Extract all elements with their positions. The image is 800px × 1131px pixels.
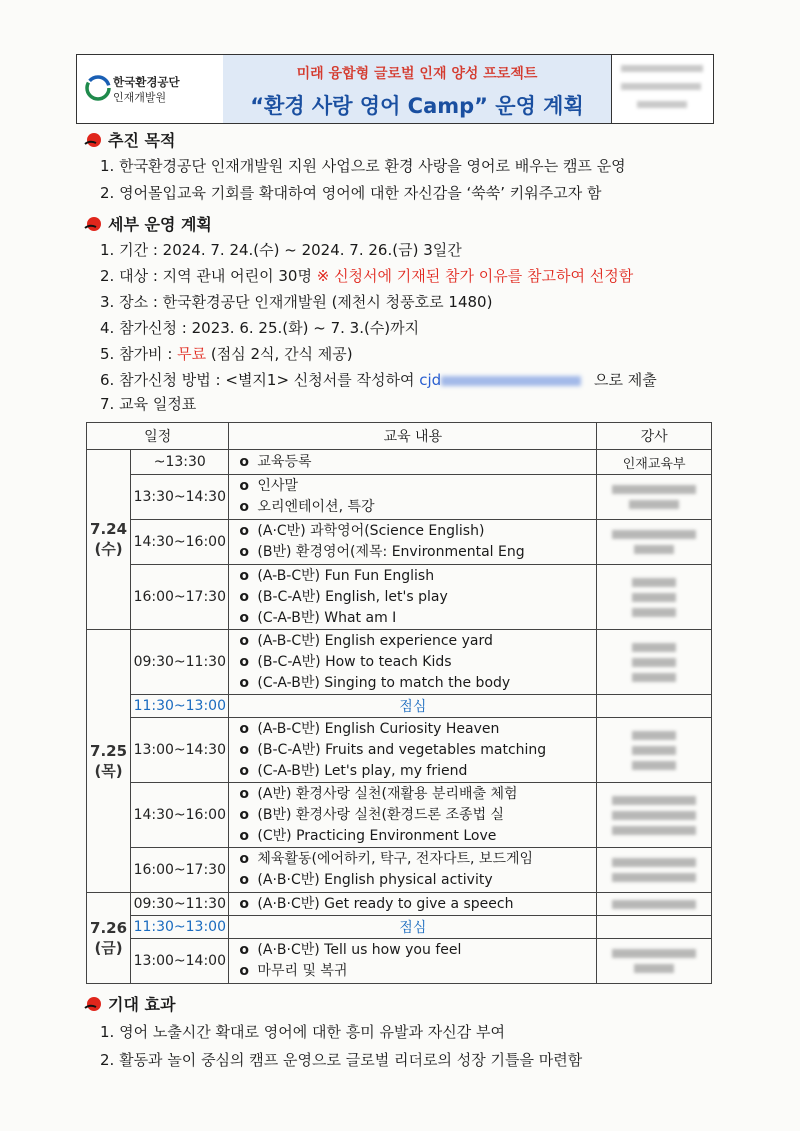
section-heading-effect: 기대 효과 bbox=[84, 992, 175, 1015]
time-cell: 11:30~13:00 bbox=[131, 916, 229, 939]
plan-fee: 5. 참가비 : 무료 (점심 2식, 간식 제공) bbox=[100, 345, 353, 363]
content-cell: o 인사말 o 오리엔테이션, 특강 bbox=[229, 475, 597, 520]
plan-apply-period: 4. 참가신청 : 2023. 6. 25.(화) ~ 7. 3.(수)까지 bbox=[100, 319, 420, 337]
table-row bbox=[87, 565, 712, 630]
purpose-item-2: 2. 영어몰입교육 기회를 확대하여 영어에 대한 자신감을 ‘쑥쑥’ 키워주고자 함 bbox=[100, 184, 602, 202]
header-schedule: 일정 bbox=[87, 423, 229, 450]
effect-item-2: 2. 활동과 놀이 중심의 캠프 운영으로 글로벌 리더로의 성장 기틀을 마련함 bbox=[100, 1051, 583, 1069]
document-title: “환경 사랑 영어 Camp” 운영 계획 bbox=[250, 94, 584, 118]
redacted-email bbox=[441, 376, 581, 386]
plan-method: 6. 참가신청 방법 : <별지1> 신청서를 작성하여 cjd 으로 제출 bbox=[100, 371, 657, 389]
schedule-table bbox=[86, 422, 712, 984]
content-cell: o (A-B-C반) English experience yard o (B-C-A반) How to teach Kids o (C-A-B반) Singing to match the body bbox=[229, 630, 597, 695]
table-row bbox=[87, 893, 712, 916]
day-cell: 7.25 (목) bbox=[87, 630, 131, 893]
time-cell: 16:00~17:30 bbox=[131, 565, 229, 630]
table-row bbox=[87, 695, 712, 718]
redacted-instructor bbox=[597, 475, 712, 520]
redacted-instructor bbox=[597, 630, 712, 695]
content-cell: o (A-B-C반) Fun Fun English o (B-C-A반) English, let's play o (C-A-B반) What am I bbox=[229, 565, 597, 630]
lunch-cell: 점심 bbox=[229, 695, 597, 718]
fee-value: 무료 bbox=[177, 345, 207, 363]
time-cell: 14:30~16:00 bbox=[131, 783, 229, 848]
title-box bbox=[223, 55, 612, 123]
table-row bbox=[87, 450, 712, 475]
purpose-item-1: 1. 한국환경공단 인재개발원 지원 사업으로 환경 사랑을 영어로 배우는 캠프 운영 bbox=[100, 157, 626, 175]
section-heading-purpose: 추진 목적 bbox=[84, 128, 175, 151]
lunch-cell: 점심 bbox=[229, 916, 597, 939]
instructor-cell bbox=[597, 916, 712, 939]
header-instructor: 강사 bbox=[597, 423, 712, 450]
day-cell: 7.26 (금) bbox=[87, 893, 131, 984]
redacted-instructor bbox=[597, 783, 712, 848]
table-row bbox=[87, 475, 712, 520]
table-header-row bbox=[87, 423, 712, 450]
time-cell: 09:30~11:30 bbox=[131, 893, 229, 916]
org-sub: 인재개발원 bbox=[113, 91, 167, 104]
red-ball-bullet-icon bbox=[84, 131, 102, 149]
section-heading-plan: 세부 운영 계획 bbox=[84, 212, 212, 235]
logo-box bbox=[77, 55, 224, 123]
redacted-instructor bbox=[597, 848, 712, 893]
time-cell: 11:30~13:00 bbox=[131, 695, 229, 718]
content-cell: o (A·C반) 과학영어(Science English) o (B반) 환경영어(제목: Environmental Eng bbox=[229, 520, 597, 565]
red-ball-bullet-icon bbox=[84, 995, 102, 1013]
redacted-approval-stamp bbox=[613, 55, 713, 123]
table-row bbox=[87, 916, 712, 939]
plan-target: 2. 대상 : 지역 관내 어린이 30명 ※ 신청서에 기재된 참가 이유를 참고하여 선정함 bbox=[100, 267, 634, 285]
redacted-instructor bbox=[597, 520, 712, 565]
instructor-cell: 인재교육부 bbox=[597, 450, 712, 475]
time-cell: 14:30~16:00 bbox=[131, 520, 229, 565]
redacted-instructor bbox=[597, 718, 712, 783]
redacted-instructor bbox=[597, 565, 712, 630]
table-row bbox=[87, 630, 712, 695]
time-cell: 13:00~14:30 bbox=[131, 718, 229, 783]
effect-item-1: 1. 영어 노출시간 확대로 영어에 대한 흥미 유발과 자신감 부여 bbox=[100, 1023, 505, 1041]
time-cell: ~13:30 bbox=[131, 450, 229, 475]
time-cell: 13:30~14:30 bbox=[131, 475, 229, 520]
redacted-instructor bbox=[597, 893, 712, 916]
table-row bbox=[87, 718, 712, 783]
org-name: 한국환경공단 bbox=[113, 75, 180, 89]
table-row bbox=[87, 848, 712, 893]
content-cell: o (A·B·C반) Tell us how you feel o 마무리 및 복귀 bbox=[229, 939, 597, 984]
header-content: 교육 내용 bbox=[229, 423, 597, 450]
plan-target-note: ※ 신청서에 기재된 참가 이유를 참고하여 선정함 bbox=[316, 267, 634, 285]
time-cell: 13:00~14:00 bbox=[131, 939, 229, 984]
document-subtitle: 미래 융합형 글로벌 인재 양성 프로젝트 bbox=[296, 66, 538, 82]
keco-logo-icon bbox=[85, 75, 111, 101]
table-row bbox=[87, 783, 712, 848]
content-cell: o (A·B·C반) Get ready to give a speech bbox=[229, 893, 597, 916]
plan-place: 3. 장소 : 한국환경공단 인재개발원 (제천시 청풍호로 1480) bbox=[100, 293, 493, 311]
time-cell: 09:30~11:30 bbox=[131, 630, 229, 695]
red-ball-bullet-icon bbox=[84, 215, 102, 233]
plan-schedule-label: 7. 교육 일정표 bbox=[100, 395, 197, 413]
content-cell: o (A반) 환경사랑 실천(재활용 분리배출 체험 o (B반) 환경사랑 실천(환경드론 조종법 실 o (C반) Practicing Environment Love bbox=[229, 783, 597, 848]
table-row bbox=[87, 520, 712, 565]
content-cell: o (A-B-C반) English Curiosity Heaven o (B-C-A반) Fruits and vegetables matching o (C-A-B반) Let's play, my friend bbox=[229, 718, 597, 783]
redacted-instructor bbox=[597, 939, 712, 984]
email-address: cjd bbox=[419, 371, 442, 389]
document-header bbox=[76, 54, 714, 124]
instructor-cell bbox=[597, 695, 712, 718]
table-row bbox=[87, 939, 712, 984]
day-cell: 7.24 (수) bbox=[87, 450, 131, 630]
plan-period: 1. 기간 : 2024. 7. 24.(수) ~ 2024. 7. 26.(금) 3일간 bbox=[100, 241, 462, 259]
content-cell: o 체육활동(에어하키, 탁구, 전자다트, 보드게임 o (A·B·C반) English physical activity bbox=[229, 848, 597, 893]
content-cell: o 교육등록 bbox=[229, 450, 597, 475]
time-cell: 16:00~17:30 bbox=[131, 848, 229, 893]
